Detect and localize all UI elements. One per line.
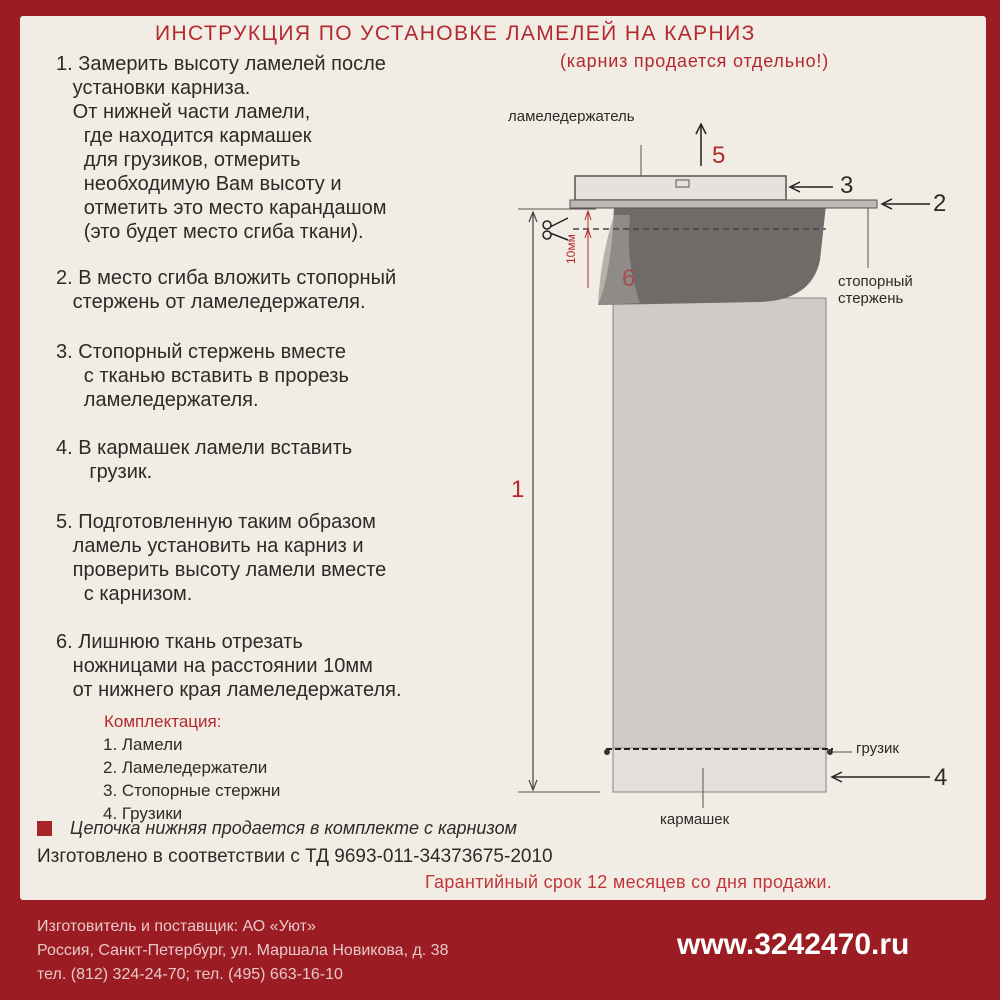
holder-label: ламеледержатель xyxy=(508,108,635,125)
kit-item: 4. Грузики xyxy=(103,804,183,823)
callout-number-6: 6 xyxy=(622,265,636,292)
callout-number-5: 5 xyxy=(712,142,726,169)
step-5: 5. Подготовленную таким образом ламель установить на карниз и проверить высоту ламели вместе с карнизом. xyxy=(56,511,387,605)
rod-label: стопорный стержень xyxy=(838,273,913,307)
gap-label: 10мм xyxy=(564,234,578,264)
standard-text: Изготовлено в соответствии с ТД 9693-011-34373675-2010 xyxy=(37,846,553,867)
step-4: 4. В кармашек ламели вставить грузик. xyxy=(56,437,353,483)
website-link[interactable]: www.3242470.ru xyxy=(677,928,910,961)
kit-title: Комплектация: xyxy=(104,712,222,731)
maker-text: Изготовитель и поставщик: АО «Уют» xyxy=(37,918,316,935)
warranty-text: Гарантийный срок 12 месяцев со дня продажи. xyxy=(425,872,833,892)
step-6: 6. Лишнюю ткань отрезать ножницами на расстоянии 10мм от нижнего края ламеледержателя. xyxy=(56,631,402,701)
address-text: Россия, Санкт-Петербург, ул. Маршала Новикова, д. 38 xyxy=(37,942,449,959)
kit-item: 2. Ламеледержатели xyxy=(103,758,268,777)
stopper-rod xyxy=(570,200,877,208)
pocket-label: кармашек xyxy=(660,811,730,828)
phones-text: тел. (812) 324-24-70; тел. (495) 663-16-10 xyxy=(37,966,343,983)
callout-number-4: 4 xyxy=(934,764,948,791)
callout-number-2: 2 xyxy=(933,190,947,217)
step-3: 3. Стопорный стержень вместе с тканью вставить в прорезь ламеледержателя. xyxy=(56,341,349,411)
weight-label: грузик xyxy=(856,740,899,757)
kit-item: 1. Ламели xyxy=(103,735,183,754)
step-1: 1. Замерить высоту ламелей после установки карниза. От нижней части ламели, где находится кармашек для грузиков, отмерить необходимую Вам высоту и отметить это место карандашом (это будет место сгиба ткани). xyxy=(56,53,387,243)
slat-pocket xyxy=(613,748,826,792)
page-subtitle: (карниз продается отдельно!) xyxy=(560,51,830,71)
page-title: ИНСТРУКЦИЯ ПО УСТАНОВКЕ ЛАМЕЛЕЙ НА КАРНИЗ xyxy=(155,22,756,45)
chain-note: Цепочка нижняя продается в комплекте с карнизом xyxy=(70,818,517,838)
kit-item: 3. Стопорные стержни xyxy=(103,781,281,800)
dimension-number-1: 1 xyxy=(511,476,525,503)
callout-number-3: 3 xyxy=(840,172,854,199)
step-2: 2. В место сгиба вложить стопорный стержень от ламеледержателя. xyxy=(56,267,397,313)
slat-body xyxy=(613,298,826,753)
